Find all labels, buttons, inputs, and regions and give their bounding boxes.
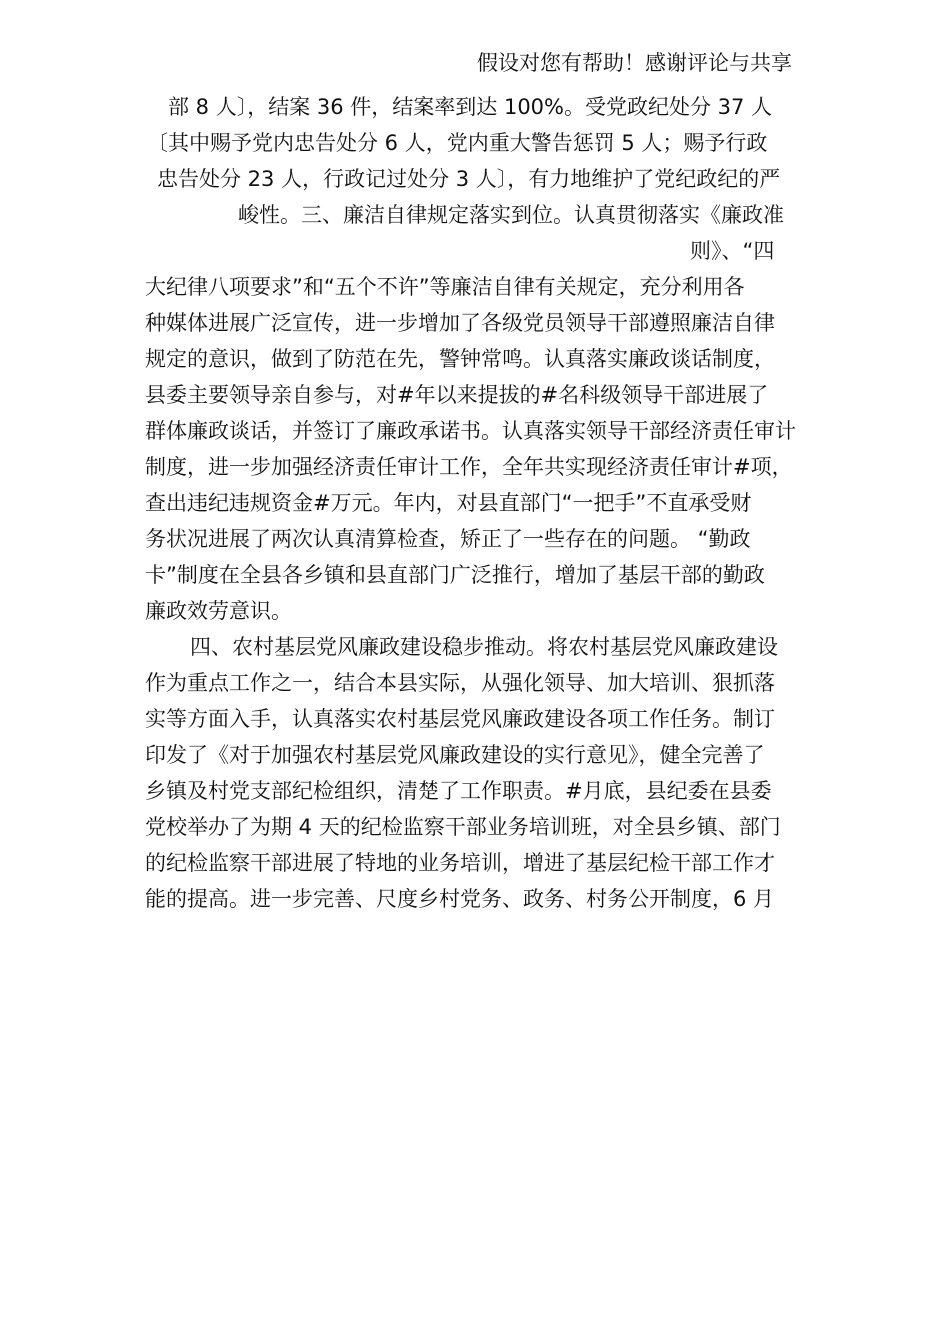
body-line: 群体廉政谈话，并签订了廉政承诺书。认真落实领导干部经济责任审计 (145, 419, 796, 443)
body-line: 作为重点工作之一，结合本县实际，从强化领导、加大培训、狠抓落 (145, 671, 775, 695)
body-line: 乡镇及村党支部纪检组织，清楚了工作职责。#月底，县纪委在县委 (145, 779, 772, 803)
body-line: 规定的意识，做到了防范在先，警钟常鸣。认真落实廉政谈话制度， (145, 347, 775, 371)
body-line: 务状况进展了两次认真清算检查，矫正了一些存在的问题。 “勤政 (145, 527, 751, 551)
body-line: 种媒体进展广泛宣传，进一步增加了各级党员领导干部遵照廉洁自律 (145, 311, 775, 335)
body-line: 党校举办了为期 4 天的纪检监察干部业务培训班，对全县乡镇、部门 (145, 815, 781, 839)
body-line: 县委主要领导亲自参与，对#年以来提拔的#名科级领导干部进展了 (145, 383, 769, 407)
body-line: 则》、“四 (690, 239, 775, 263)
body-line: 的纪检监察干部进展了特地的业务培训，增进了基层纪检干部工作才 (145, 851, 775, 875)
body-line: 查出违纪违规资金#万元。年内，对县直部门“一把手”不直承受财 (145, 491, 752, 515)
body-line: 大纪律八项要求”和“五个不许”等廉洁自律有关规定，充分利用各 (145, 275, 745, 299)
body-line: 廉政效劳意识。 (145, 599, 292, 623)
body-line: 〔其中赐予党内忠告处分 6 人，党内重大警告惩罚 5 人；赐予行政 (147, 131, 768, 155)
body-line: 卡”制度在全县各乡镇和县直部门广泛推行，增加了基层干部的勤政 (145, 563, 765, 587)
body-line: 实等方面入手，认真落实农村基层党风廉政建设各项工作任务。制订 (145, 707, 775, 731)
body-line: 四、农村基层党风廉政建设稳步推动。将农村基层党风廉政建设 (190, 635, 778, 659)
body-line: 印发了《对于加强农村基层党风廉政建设的实行意见》，健全完善了 (145, 743, 765, 767)
body-line: 制度，进一步加强经济责任审计工作，全年共实现经济责任审计#项， (145, 455, 793, 479)
body-line: 忠告处分 23 人，行政记过处分 3 人〕，有力地维护了党纪政纪的严 (157, 167, 781, 191)
body-line: 峻性。三、廉洁自律规定落实到位。认真贯彻落实《廉政准 (238, 203, 784, 227)
body-line: 部 8 人〕，结案 36 件，结案率到达 100%。受党政纪处分 37 人 (168, 95, 773, 119)
page-header: 假设对您有帮助！感谢评论与共享 (477, 51, 792, 75)
body-line: 能的提高。进一步完善、尺度乡村党务、政务、村务公开制度，6 月 (145, 887, 775, 911)
